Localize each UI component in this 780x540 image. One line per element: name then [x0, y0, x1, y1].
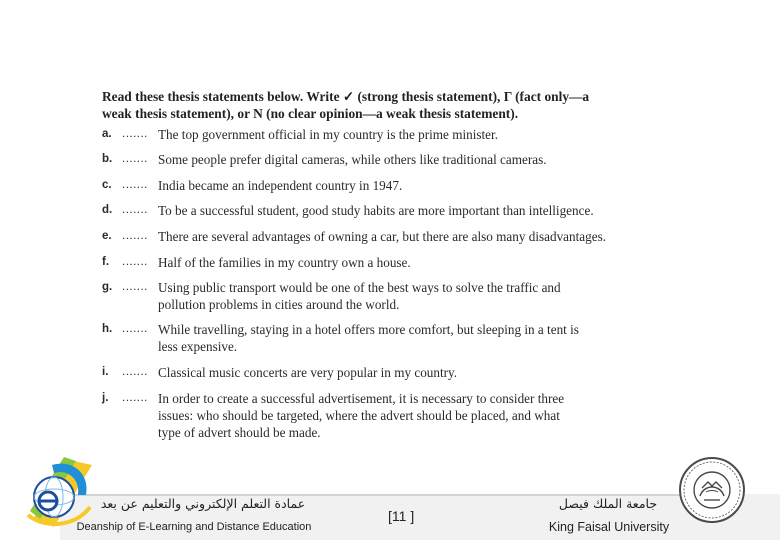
- university-english-name: King Faisal University: [548, 520, 670, 534]
- worksheet: [102, 88, 682, 441]
- answer-blank[interactable]: .......: [122, 366, 148, 378]
- exercise-item-b: [102, 151, 682, 177]
- item-letter: e.: [102, 230, 112, 242]
- item-letter: f.: [102, 256, 110, 268]
- exercise-item-f: [102, 254, 682, 279]
- exercise-item-i: [102, 364, 682, 390]
- exercise-item-g: [102, 279, 682, 321]
- answer-blank[interactable]: .......: [122, 256, 148, 268]
- item-letter: a.: [102, 128, 112, 140]
- item-text: While travelling, staying in a hotel offers more comfort, but sleeping in a tent is less expensive.: [158, 322, 579, 354]
- university-seal-icon: [678, 456, 746, 524]
- item-text: To be a successful student, good study habits are more important than intelligence.: [158, 203, 594, 218]
- answer-blank[interactable]: .......: [122, 204, 148, 216]
- item-text: Classical music concerts are very popular in my country.: [158, 365, 458, 380]
- item-letter: g.: [102, 281, 113, 293]
- e-learning-globe-logo-icon: [24, 455, 94, 531]
- exercise-item-h: [102, 321, 682, 364]
- item-text: Some people prefer digital cameras, while others like traditional cameras.: [158, 152, 547, 167]
- answer-blank[interactable]: .......: [122, 281, 148, 293]
- item-letter: j.: [102, 392, 109, 404]
- item-text: India became an independent country in 1947.: [158, 178, 403, 193]
- item-letter: i.: [102, 366, 109, 378]
- exercise-item-a: [102, 126, 682, 151]
- page-footer: [0, 494, 780, 540]
- item-text: The top government official in my country is the prime minister.: [158, 127, 498, 142]
- item-letter: c.: [102, 179, 112, 191]
- instructions: [102, 88, 682, 122]
- item-letter: b.: [102, 153, 113, 165]
- exercise-item-e: [102, 228, 682, 254]
- answer-blank[interactable]: .......: [122, 392, 148, 404]
- exercise-item-d: [102, 202, 682, 228]
- instructions-line-2: weak thesis statement), or N (no clear opinion—a weak thesis statement).: [102, 106, 519, 121]
- item-letter: h.: [102, 323, 113, 335]
- item-text: Half of the families in my country own a house.: [158, 255, 411, 270]
- exercise-item-c: [102, 177, 682, 202]
- answer-blank[interactable]: .......: [122, 153, 148, 165]
- deanship-english-name: Deanship of E-Learning and Distance Education: [76, 521, 312, 533]
- page-number: [11 ]: [388, 508, 415, 524]
- answer-blank[interactable]: .......: [122, 230, 148, 242]
- answer-blank[interactable]: .......: [122, 128, 148, 140]
- item-text: There are several advantages of owning a car, but there are also many disadvantages.: [158, 229, 607, 244]
- answer-blank[interactable]: .......: [122, 179, 148, 191]
- answer-blank[interactable]: .......: [122, 323, 148, 335]
- instructions-line-1: Read these thesis statements below. Write ✓ (strong thesis statement), Γ (fact only—a: [102, 89, 590, 104]
- item-letter: d.: [102, 204, 113, 216]
- exercise-item-j: [102, 390, 682, 441]
- university-arabic-name: جامعة الملك فيصل: [558, 496, 658, 511]
- item-text: Using public transport would be one of the best ways to solve the traffic and pollution problems in cities around the world.: [158, 280, 561, 312]
- deanship-arabic-name: عمادة التعلم الإلكتروني والتعليم عن بعد: [100, 496, 306, 511]
- item-text: In order to create a successful advertisement, it is necessary to consider three issues: who should be targeted, where the advert should be placed, and what type of advert should be made.: [158, 391, 565, 440]
